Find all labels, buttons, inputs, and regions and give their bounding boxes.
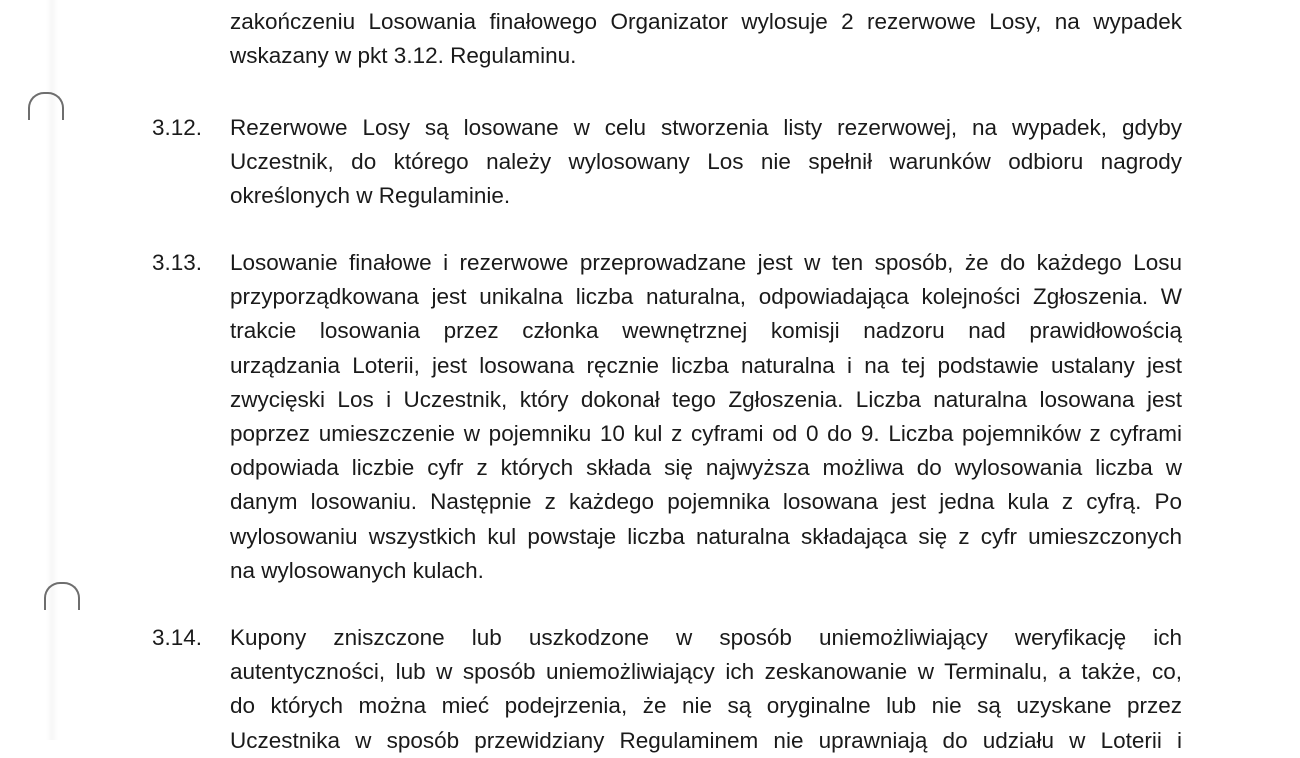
text-line: poprzez umieszczenie w pojemniku 10 kul z cyframi od 0 do 9. Liczba pojemników z cyframi bbox=[230, 421, 1182, 447]
section-number: 3.13. bbox=[152, 250, 203, 275]
section-body bbox=[230, 246, 1182, 588]
text-line: wylosowaniu wszystkich kul powstaje liczba naturalna składająca się z cyfr umieszczonych bbox=[230, 523, 1182, 549]
text-line: urządzania Loterii, jest losowana ręcznie liczba naturalna i na tej podstawie ustalany jest bbox=[230, 352, 1182, 378]
text-line: Kupony zniszczone lub uszkodzone w sposób uniemożliwiający weryfikację ich bbox=[230, 625, 1182, 650]
continuation-paragraph bbox=[230, 5, 1182, 73]
section-number: 3.12. bbox=[152, 115, 203, 140]
text-line: trakcie losowania przez członka wewnętrznej komisji nadzoru nad prawidłowością bbox=[230, 318, 1182, 344]
binder-hole-mark bbox=[28, 92, 64, 120]
text-line: na wylosowanych kulach. bbox=[230, 557, 484, 583]
text-line: zakończeniu Losowania finałowego Organizator wylosuje 2 rezerwowe Losy, na wypadek bbox=[230, 9, 1182, 34]
text-line: odpowiada liczbie cyfr z których składa się najwyższa możliwa do wylosowania liczba w bbox=[230, 455, 1182, 481]
text-line: zwycięski Los i Uczestnik, który dokonał tego Zgłoszenia. Liczba naturalna losowana jest bbox=[230, 386, 1182, 412]
section-number: 3.14. bbox=[152, 625, 203, 650]
text-line: Rezerwowe Losy są losowane w celu stworzenia listy rezerwowej, na wypadek, gdyby bbox=[230, 115, 1182, 140]
text-line: Losowanie finałowe i rezerwowe przeprowadzane jest w ten sposób, że do każdego Losu bbox=[230, 250, 1182, 275]
text-line: danym losowaniu. Następnie z każdego pojemnika losowana jest jedna kula z cyfrą. Po bbox=[230, 489, 1182, 515]
section-3-14 bbox=[152, 621, 1182, 758]
section-body bbox=[230, 621, 1182, 758]
section-body bbox=[230, 111, 1182, 214]
section-3-13 bbox=[152, 246, 1182, 588]
text-line: Uczestnika w sposób przewidziany Regulaminem nie uprawniają do udziału w Loterii i bbox=[230, 727, 1182, 753]
binder-hole-mark bbox=[44, 582, 80, 610]
text-line: wskazany w pkt 3.12. Regulaminu. bbox=[230, 43, 577, 69]
text-line: autentyczności, lub w sposób uniemożliwiający ich zeskanowanie w Terminalu, a także, co, bbox=[230, 659, 1182, 685]
text-line: określonych w Regulaminie. bbox=[230, 183, 511, 209]
text-line: Uczestnik, do którego należy wylosowany Los nie spełnił warunków odbioru nagrody bbox=[230, 149, 1182, 175]
section-3-12 bbox=[152, 111, 1182, 214]
text-line: do których można mieć podejrzenia, że nie są oryginalne lub nie są uzyskane przez bbox=[230, 693, 1182, 719]
text-line: przyporządkowana jest unikalna liczba naturalna, odpowiadająca kolejności Zgłoszenia. W bbox=[230, 284, 1182, 310]
